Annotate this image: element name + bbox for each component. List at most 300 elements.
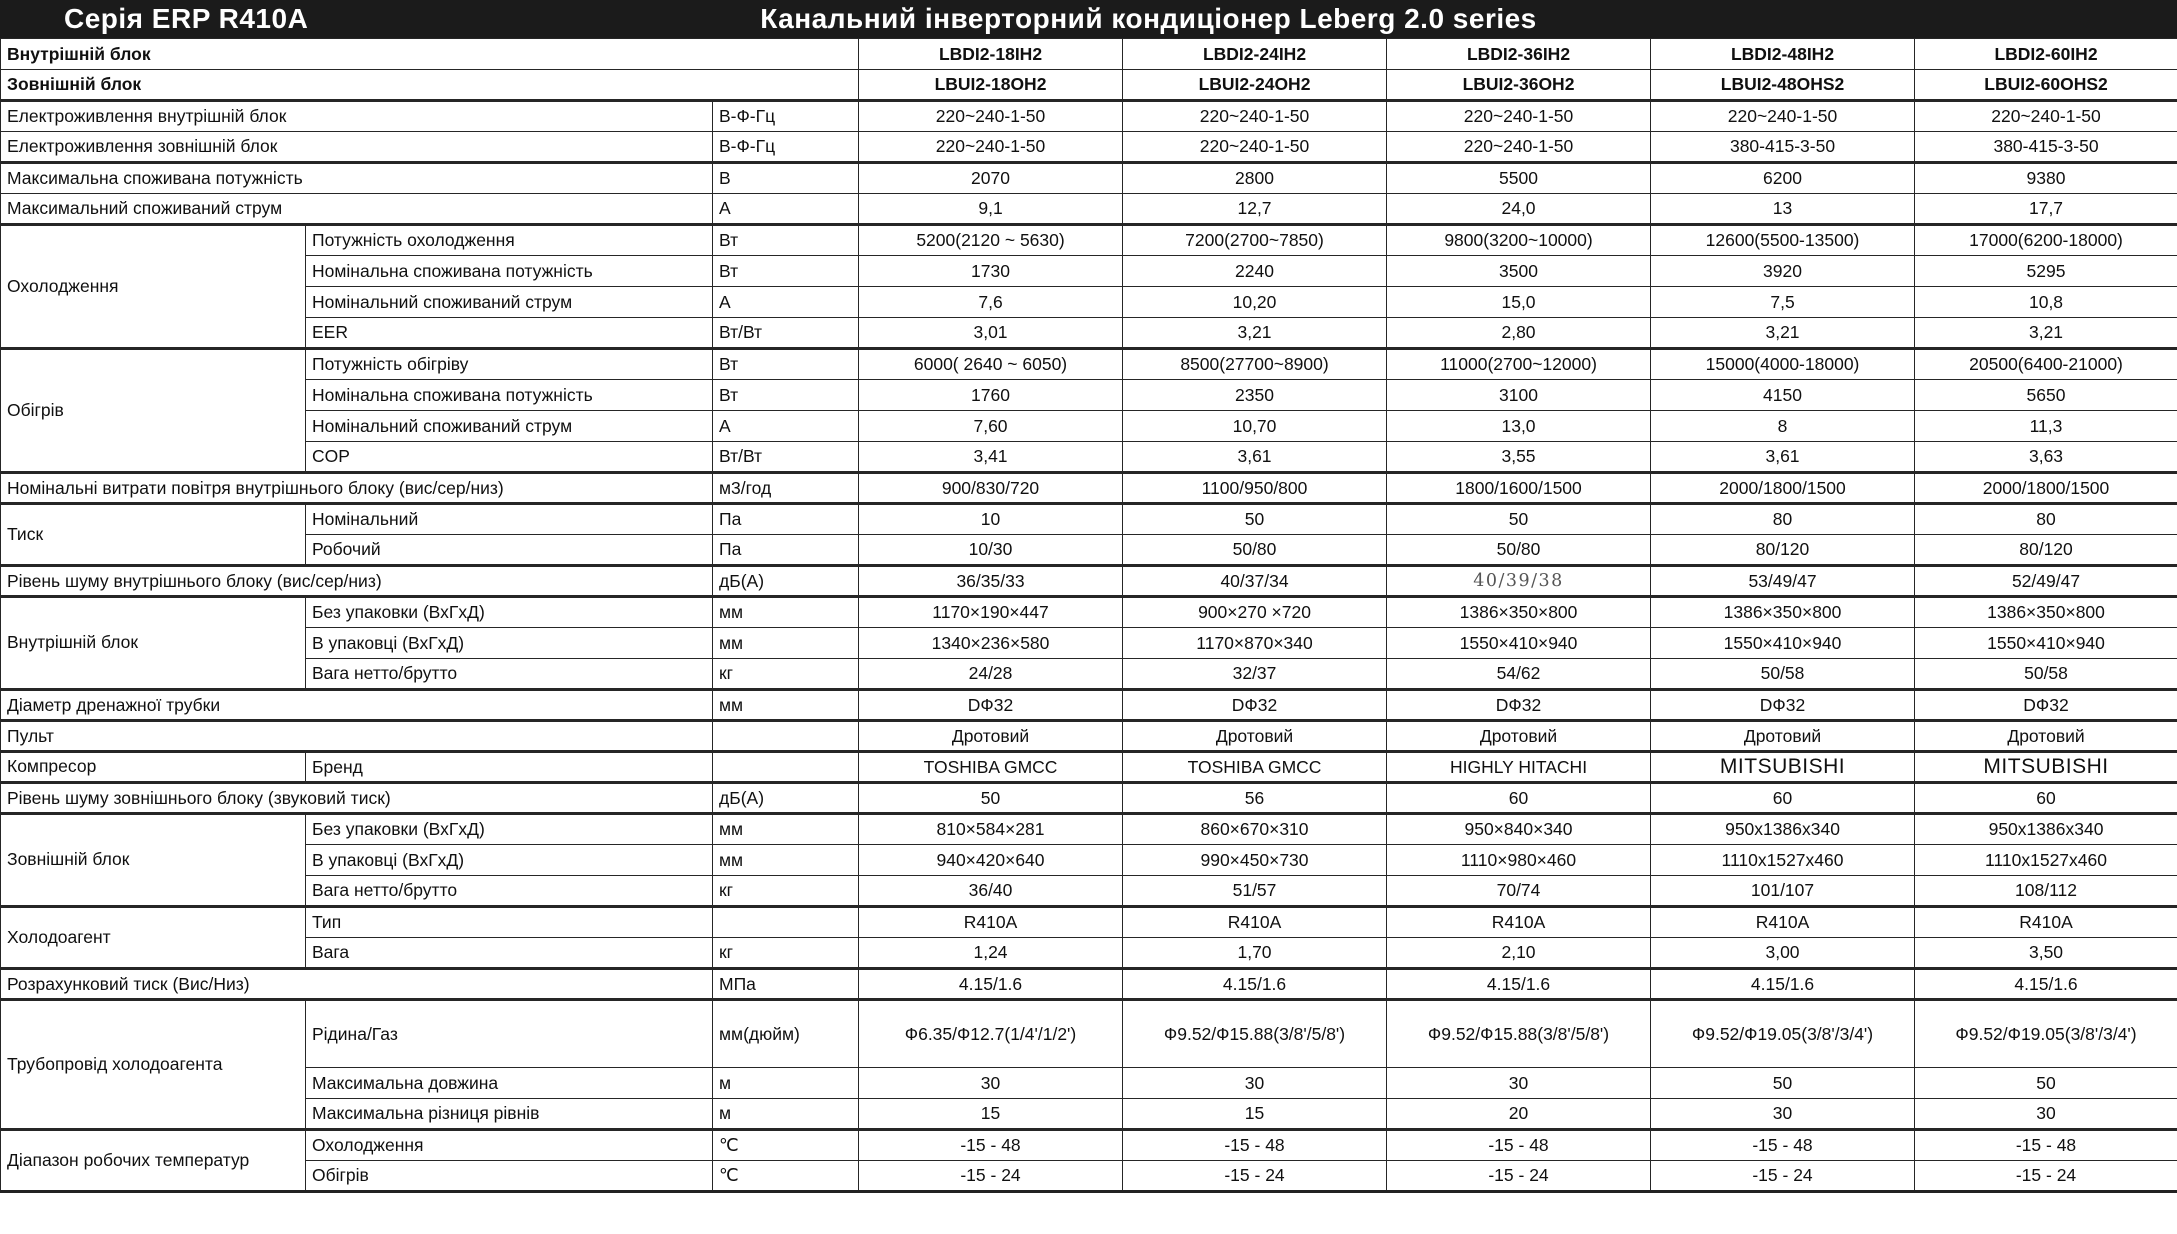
- table-row: [1, 659, 2177, 690]
- table-row: [1, 752, 2177, 783]
- value-cell: 10,20: [1123, 287, 1387, 318]
- value-cell: 24,0: [1387, 194, 1651, 225]
- value-cell: 950x1386x340: [1651, 814, 1915, 845]
- value-cell: 101/107: [1651, 876, 1915, 907]
- row-label: Без упаковки (ВхГхД): [306, 814, 713, 845]
- value-cell: LBDI2-18IH2: [859, 39, 1123, 70]
- table-row: [1, 814, 2177, 845]
- page-title: Канальний інверторний кондиціонер Leberg 2.0 series: [760, 3, 1537, 34]
- value-cell: 1110x1527x460: [1651, 845, 1915, 876]
- value-cell: 60: [1387, 783, 1651, 814]
- value-cell: 50/58: [1915, 659, 2177, 690]
- value-cell: LBUI2-36OH2: [1387, 70, 1651, 101]
- table-row: [1, 690, 2177, 721]
- row-label: Рівень шуму внутрішнього блоку (вис/сер/низ): [1, 566, 713, 597]
- value-cell: 2,80: [1387, 318, 1651, 349]
- unit-label: А: [713, 411, 859, 442]
- value-cell: Ф9.52/Ф15.88(3/8'/5/8'): [1387, 1000, 1651, 1068]
- value-cell: 6000( 2640 ~ 6050): [859, 349, 1123, 380]
- row-label: Максимальна довжина: [306, 1068, 713, 1099]
- row-label: В упаковці (ВхГхД): [306, 628, 713, 659]
- row-label: Обігрів: [306, 1161, 713, 1192]
- value-cell: R410A: [1651, 907, 1915, 938]
- value-cell: 40/37/34: [1123, 566, 1387, 597]
- value-cell: LBUI2-48OHS2: [1651, 70, 1915, 101]
- value-cell: 36/40: [859, 876, 1123, 907]
- value-cell: -15 - 48: [1915, 1130, 2177, 1161]
- value-cell: 3,61: [1651, 442, 1915, 473]
- value-cell: 9800(3200~10000): [1387, 225, 1651, 256]
- table-row: [1, 845, 2177, 876]
- value-cell: 3100: [1387, 380, 1651, 411]
- unit-label: В-Ф-Гц: [713, 101, 859, 132]
- value-cell: 220~240-1-50: [1387, 132, 1651, 163]
- value-cell: 1800/1600/1500: [1387, 473, 1651, 504]
- value-cell: -15 - 48: [1387, 1130, 1651, 1161]
- value-cell: 60: [1915, 783, 2177, 814]
- table-row: [1, 628, 2177, 659]
- value-cell: 5200(2120 ~ 5630): [859, 225, 1123, 256]
- value-cell: 5650: [1915, 380, 2177, 411]
- value-cell: 4.15/1.6: [1123, 969, 1387, 1000]
- table-row: [1, 101, 2177, 132]
- value-cell: 6200: [1651, 163, 1915, 194]
- value-cell: 60: [1651, 783, 1915, 814]
- value-cell: 30: [1123, 1068, 1387, 1099]
- value-cell: DФ32: [1915, 690, 2177, 721]
- value-cell: 80: [1651, 504, 1915, 535]
- unit-label: [713, 752, 859, 783]
- value-cell: 4.15/1.6: [1651, 969, 1915, 1000]
- value-cell: 54/62: [1387, 659, 1651, 690]
- unit-label: В: [713, 163, 859, 194]
- unit-label: кг: [713, 938, 859, 969]
- value-cell: 1550×410×940: [1387, 628, 1651, 659]
- value-cell: 13,0: [1387, 411, 1651, 442]
- table-row: [1, 380, 2177, 411]
- value-cell: LBDI2-60IH2: [1915, 39, 2177, 70]
- value-cell: 53/49/47: [1651, 566, 1915, 597]
- unit-label: мм: [713, 628, 859, 659]
- value-cell: LBDI2-24IH2: [1123, 39, 1387, 70]
- value-cell: 15: [859, 1099, 1123, 1130]
- row-label: Вага нетто/брутто: [306, 876, 713, 907]
- row-label: Бренд: [306, 752, 713, 783]
- value-cell: 7,60: [859, 411, 1123, 442]
- table-row: [1, 411, 2177, 442]
- table-row: [1, 318, 2177, 349]
- value-cell: 3500: [1387, 256, 1651, 287]
- row-label: Номінальна споживана потужність: [306, 380, 713, 411]
- value-cell: -15 - 48: [1123, 1130, 1387, 1161]
- unit-label: В-Ф-Гц: [713, 132, 859, 163]
- unit-label: мм(дюйм): [713, 1000, 859, 1068]
- value-cell: LBDI2-36IH2: [1387, 39, 1651, 70]
- value-cell: 5295: [1915, 256, 2177, 287]
- row-label: Внутрішній блок: [1, 39, 859, 70]
- value-cell: LBUI2-24OH2: [1123, 70, 1387, 101]
- value-cell: 7,6: [859, 287, 1123, 318]
- row-label: Номінальний: [306, 504, 713, 535]
- unit-label: Вт: [713, 256, 859, 287]
- value-cell: DФ32: [1387, 690, 1651, 721]
- row-label: Вага нетто/брутто: [306, 659, 713, 690]
- table-row: [1, 225, 2177, 256]
- row-label: Максимальна різниця рівнів: [306, 1099, 713, 1130]
- value-cell: 20: [1387, 1099, 1651, 1130]
- row-label: Номінальна споживана потужність: [306, 256, 713, 287]
- value-cell: 50: [1651, 1068, 1915, 1099]
- value-cell: 220~240-1-50: [1123, 101, 1387, 132]
- value-cell: 70/74: [1387, 876, 1651, 907]
- value-cell: 30: [1387, 1068, 1651, 1099]
- value-cell: TOSHIBA GMCC: [1123, 752, 1387, 783]
- value-cell: 56: [1123, 783, 1387, 814]
- value-cell: 50/80: [1123, 535, 1387, 566]
- unit-label: мм: [713, 814, 859, 845]
- table-row: [1, 1130, 2177, 1161]
- value-cell: -15 - 24: [1915, 1161, 2177, 1192]
- value-cell: 3,21: [1915, 318, 2177, 349]
- value-cell: 4.15/1.6: [1915, 969, 2177, 1000]
- spec-table: [0, 38, 2177, 1193]
- value-cell: Дротовий: [1915, 721, 2177, 752]
- header-bar: [0, 0, 2177, 38]
- value-cell: DФ32: [1123, 690, 1387, 721]
- value-cell: 1,24: [859, 938, 1123, 969]
- value-cell: 1386×350×800: [1387, 597, 1651, 628]
- table-row: [1, 1000, 2177, 1068]
- value-cell: 15000(4000-18000): [1651, 349, 1915, 380]
- row-label: Електроживлення зовнішній блок: [1, 132, 713, 163]
- value-cell: 17,7: [1915, 194, 2177, 225]
- value-cell: 4150: [1651, 380, 1915, 411]
- value-cell: 11,3: [1915, 411, 2177, 442]
- value-cell: -15 - 24: [1651, 1161, 1915, 1192]
- table-row: [1, 597, 2177, 628]
- value-cell: Ф6.35/Ф12.7(1/4'/1/2'): [859, 1000, 1123, 1068]
- unit-label: МПа: [713, 969, 859, 1000]
- row-label: Максимальна споживана потужність: [1, 163, 713, 194]
- value-cell: 2,10: [1387, 938, 1651, 969]
- row-label: Потужність обігріву: [306, 349, 713, 380]
- value-cell: 11000(2700~12000): [1387, 349, 1651, 380]
- row-label: Розрахунковий тиск (Вис/Низ): [1, 969, 713, 1000]
- value-cell: 80: [1915, 504, 2177, 535]
- value-cell: 220~240-1-50: [1123, 132, 1387, 163]
- value-cell: Дротовий: [859, 721, 1123, 752]
- row-label: Робочий: [306, 535, 713, 566]
- table-row: [1, 566, 2177, 597]
- value-cell: 1730: [859, 256, 1123, 287]
- row-label: Номінальний споживаний струм: [306, 411, 713, 442]
- value-cell: 50: [1915, 1068, 2177, 1099]
- value-cell: TOSHIBA GMCC: [859, 752, 1123, 783]
- value-cell: DФ32: [1651, 690, 1915, 721]
- unit-label: ℃: [713, 1130, 859, 1161]
- value-cell: 860×670×310: [1123, 814, 1387, 845]
- row-label: Максимальний споживаний струм: [1, 194, 713, 225]
- spec-table-body: [1, 39, 2177, 1192]
- unit-label: дБ(А): [713, 566, 859, 597]
- value-cell: 50/58: [1651, 659, 1915, 690]
- row-group-label: Компресор: [1, 752, 306, 783]
- unit-label: Вт: [713, 349, 859, 380]
- value-cell: Ф9.52/Ф15.88(3/8'/5/8'): [1123, 1000, 1387, 1068]
- value-cell: 4.15/1.6: [859, 969, 1123, 1000]
- value-cell: 32/37: [1123, 659, 1387, 690]
- value-cell: 10,8: [1915, 287, 2177, 318]
- table-row: [1, 194, 2177, 225]
- value-cell: 3,21: [1651, 318, 1915, 349]
- table-row: [1, 442, 2177, 473]
- value-cell: 220~240-1-50: [859, 101, 1123, 132]
- value-cell: Дротовий: [1651, 721, 1915, 752]
- table-row: [1, 721, 2177, 752]
- value-cell: -15 - 48: [1651, 1130, 1915, 1161]
- row-label: Діаметр дренажної трубки: [1, 690, 713, 721]
- value-cell: DФ32: [859, 690, 1123, 721]
- value-cell: 30: [1915, 1099, 2177, 1130]
- table-row: [1, 39, 2177, 70]
- unit-label: дБ(А): [713, 783, 859, 814]
- value-cell: 2240: [1123, 256, 1387, 287]
- unit-label: м3/год: [713, 473, 859, 504]
- value-cell: Дротовий: [1123, 721, 1387, 752]
- value-cell: 10,70: [1123, 411, 1387, 442]
- table-row: [1, 256, 2177, 287]
- table-row: [1, 535, 2177, 566]
- table-row: [1, 287, 2177, 318]
- table-row: [1, 938, 2177, 969]
- series-label: Серія ERP R410A: [64, 3, 309, 34]
- row-label: Тип: [306, 907, 713, 938]
- value-cell: LBDI2-48IH2: [1651, 39, 1915, 70]
- table-row: [1, 1161, 2177, 1192]
- value-cell: R410A: [859, 907, 1123, 938]
- value-cell: 9,1: [859, 194, 1123, 225]
- unit-label: А: [713, 287, 859, 318]
- value-cell: 1110x1527x460: [1915, 845, 2177, 876]
- value-cell: 12,7: [1123, 194, 1387, 225]
- unit-label: Па: [713, 504, 859, 535]
- row-label: Потужність охолодження: [306, 225, 713, 256]
- value-cell: 2800: [1123, 163, 1387, 194]
- value-cell: 80/120: [1915, 535, 2177, 566]
- value-cell: MITSUBISHI: [1651, 752, 1915, 783]
- value-cell: 1386×350×800: [1651, 597, 1915, 628]
- unit-label: кг: [713, 659, 859, 690]
- row-group-label: Трубопровід холодоагента: [1, 1000, 306, 1130]
- unit-label: кг: [713, 876, 859, 907]
- row-label: EER: [306, 318, 713, 349]
- unit-label: Вт/Вт: [713, 318, 859, 349]
- table-row: [1, 969, 2177, 1000]
- value-cell: 24/28: [859, 659, 1123, 690]
- value-cell: -15 - 24: [1387, 1161, 1651, 1192]
- value-cell: Ф9.52/Ф19.05(3/8'/3/4'): [1915, 1000, 2177, 1068]
- value-cell: -15 - 24: [1123, 1161, 1387, 1192]
- value-cell: 2000/1800/1500: [1915, 473, 2177, 504]
- row-group-label: Зовнішній блок: [1, 814, 306, 907]
- value-cell: 1,70: [1123, 938, 1387, 969]
- value-cell: 50: [1123, 504, 1387, 535]
- value-cell: 220~240-1-50: [1651, 101, 1915, 132]
- table-row: [1, 783, 2177, 814]
- row-label: Рівень шуму зовнішнього блоку (звуковий тиск): [1, 783, 713, 814]
- value-cell: 2350: [1123, 380, 1387, 411]
- value-cell: 13: [1651, 194, 1915, 225]
- value-cell: 36/35/33: [859, 566, 1123, 597]
- row-group-label: Охолодження: [1, 225, 306, 349]
- value-cell: 7200(2700~7850): [1123, 225, 1387, 256]
- table-row: [1, 163, 2177, 194]
- value-cell: 9380: [1915, 163, 2177, 194]
- value-cell: 220~240-1-50: [1387, 101, 1651, 132]
- value-cell: 1386×350×800: [1915, 597, 2177, 628]
- unit-label: Вт: [713, 380, 859, 411]
- unit-label: мм: [713, 845, 859, 876]
- row-label: Охолодження: [306, 1130, 713, 1161]
- row-group-label: Обігрів: [1, 349, 306, 473]
- value-cell: 3,01: [859, 318, 1123, 349]
- value-cell: 7,5: [1651, 287, 1915, 318]
- value-cell: R410A: [1123, 907, 1387, 938]
- unit-label: Вт: [713, 225, 859, 256]
- value-cell: 50/80: [1387, 535, 1651, 566]
- table-row: [1, 473, 2177, 504]
- value-cell: 3,41: [859, 442, 1123, 473]
- value-cell: 8: [1651, 411, 1915, 442]
- value-cell: 40/39/38: [1387, 566, 1651, 597]
- value-cell: 950x1386x340: [1915, 814, 2177, 845]
- row-label: Номінальний споживаний струм: [306, 287, 713, 318]
- value-cell: 1760: [859, 380, 1123, 411]
- value-cell: 1550×410×940: [1651, 628, 1915, 659]
- unit-label: м: [713, 1068, 859, 1099]
- table-row: [1, 132, 2177, 163]
- value-cell: 380-415-3-50: [1651, 132, 1915, 163]
- value-cell: 1340×236×580: [859, 628, 1123, 659]
- value-cell: 380-415-3-50: [1915, 132, 2177, 163]
- row-group-label: Холодоагент: [1, 907, 306, 969]
- value-cell: 17000(6200-18000): [1915, 225, 2177, 256]
- value-cell: 1550×410×940: [1915, 628, 2177, 659]
- row-label: Зовнішній блок: [1, 70, 859, 101]
- row-label: В упаковці (ВхГхД): [306, 845, 713, 876]
- row-label: Вага: [306, 938, 713, 969]
- unit-label: ℃: [713, 1161, 859, 1192]
- value-cell: 20500(6400-21000): [1915, 349, 2177, 380]
- value-cell: 10: [859, 504, 1123, 535]
- value-cell: 950×840×340: [1387, 814, 1651, 845]
- value-cell: 990×450×730: [1123, 845, 1387, 876]
- unit-label: [713, 721, 859, 752]
- value-cell: 2070: [859, 163, 1123, 194]
- value-cell: 3,61: [1123, 442, 1387, 473]
- value-cell: R410A: [1387, 907, 1651, 938]
- unit-label: Вт/Вт: [713, 442, 859, 473]
- value-cell: LBUI2-18OH2: [859, 70, 1123, 101]
- table-row: [1, 907, 2177, 938]
- value-cell: 10/30: [859, 535, 1123, 566]
- unit-label: мм: [713, 690, 859, 721]
- value-cell: 940×420×640: [859, 845, 1123, 876]
- table-row: [1, 1099, 2177, 1130]
- value-cell: 220~240-1-50: [859, 132, 1123, 163]
- value-cell: Ф9.52/Ф19.05(3/8'/3/4'): [1651, 1000, 1915, 1068]
- value-cell: -15 - 24: [859, 1161, 1123, 1192]
- row-label: Рідина/Газ: [306, 1000, 713, 1068]
- value-cell: 30: [859, 1068, 1123, 1099]
- row-label: Пульт: [1, 721, 713, 752]
- unit-label: м: [713, 1099, 859, 1130]
- value-cell: 900×270 ×720: [1123, 597, 1387, 628]
- value-cell: 15,0: [1387, 287, 1651, 318]
- value-cell: MITSUBISHI: [1915, 752, 2177, 783]
- value-cell: 3,55: [1387, 442, 1651, 473]
- unit-label: Па: [713, 535, 859, 566]
- value-cell: 3920: [1651, 256, 1915, 287]
- value-cell: 3,63: [1915, 442, 2177, 473]
- value-cell: 1170×870×340: [1123, 628, 1387, 659]
- value-cell: 12600(5500-13500): [1651, 225, 1915, 256]
- value-cell: LBUI2-60OHS2: [1915, 70, 2177, 101]
- value-cell: 5500: [1387, 163, 1651, 194]
- value-cell: 900/830/720: [859, 473, 1123, 504]
- unit-label: [713, 907, 859, 938]
- table-row: [1, 504, 2177, 535]
- value-cell: 3,50: [1915, 938, 2177, 969]
- value-cell: 2000/1800/1500: [1651, 473, 1915, 504]
- value-cell: 30: [1651, 1099, 1915, 1130]
- value-cell: R410A: [1915, 907, 2177, 938]
- row-label: Без упаковки (ВхГхД): [306, 597, 713, 628]
- value-cell: 810×584×281: [859, 814, 1123, 845]
- value-cell: HIGHLY HITACHI: [1387, 752, 1651, 783]
- value-cell: 3,21: [1123, 318, 1387, 349]
- unit-label: мм: [713, 597, 859, 628]
- row-label: Номінальні витрати повітря внутрішнього блоку (вис/сер/низ): [1, 473, 713, 504]
- value-cell: 50: [859, 783, 1123, 814]
- value-cell: 51/57: [1123, 876, 1387, 907]
- value-cell: 50: [1387, 504, 1651, 535]
- value-cell: 3,00: [1651, 938, 1915, 969]
- table-row: [1, 1068, 2177, 1099]
- value-cell: 1100/950/800: [1123, 473, 1387, 504]
- value-cell: 1170×190×447: [859, 597, 1123, 628]
- value-cell: 15: [1123, 1099, 1387, 1130]
- value-cell: 108/112: [1915, 876, 2177, 907]
- value-cell: 8500(27700~8900): [1123, 349, 1387, 380]
- value-cell: 4.15/1.6: [1387, 969, 1651, 1000]
- table-row: [1, 349, 2177, 380]
- row-label: COP: [306, 442, 713, 473]
- row-label: Електроживлення внутрішній блок: [1, 101, 713, 132]
- value-cell: -15 - 48: [859, 1130, 1123, 1161]
- row-group-label: Діапазон робочих температур: [1, 1130, 306, 1192]
- row-group-label: Тиск: [1, 504, 306, 566]
- value-cell: 52/49/47: [1915, 566, 2177, 597]
- value-cell: 1110×980×460: [1387, 845, 1651, 876]
- row-group-label: Внутрішній блок: [1, 597, 306, 690]
- table-row: [1, 70, 2177, 101]
- unit-label: А: [713, 194, 859, 225]
- value-cell: 80/120: [1651, 535, 1915, 566]
- value-cell: Дротовий: [1387, 721, 1651, 752]
- value-cell: 220~240-1-50: [1915, 101, 2177, 132]
- table-row: [1, 876, 2177, 907]
